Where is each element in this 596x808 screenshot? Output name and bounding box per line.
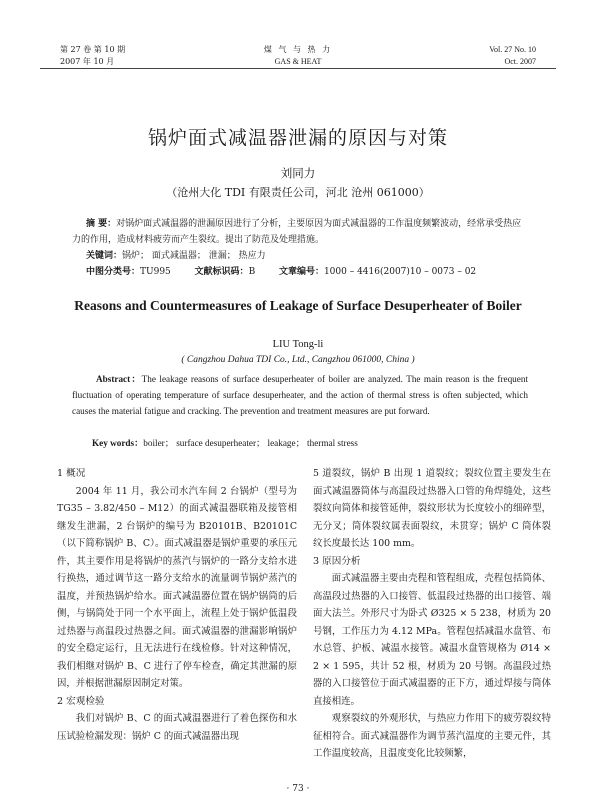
author-cn: 刘同力: [280, 166, 316, 180]
section-heading-3: 3 原因分析: [313, 555, 361, 567]
title-en: Reasons and Countermeasures of Leakage of Surface Desuperheater of Boiler: [74, 298, 522, 313]
keywords-en: [92, 435, 532, 449]
header-volume-en: Vol. 27 No. 10: [489, 45, 536, 54]
keywords-en-label: Key words：: [92, 438, 144, 448]
section-2-paragraph-continued: 5 道裂纹，锅炉 B 出现 1 道裂纹；裂纹位置主要发生在面式减温器筒体与高温段过热器入口管的角焊缝处，这些裂纹向筒体和接管延伸，裂纹形状为长度较小的细碎型，无分叉；筒体裂纹属表面裂纹，未贯穿；锅炉 C 筒体裂纹长度最长达 100 mm。: [313, 468, 551, 549]
abstract-cn: [72, 216, 527, 248]
title-cn: 锅炉面式减温器泄漏的原因与对策: [147, 127, 448, 149]
keywords-cn: [86, 248, 541, 264]
article-number-value: 1000 – 4416(2007)10 – 0073 – 02: [323, 267, 477, 277]
abstract-en-label: Abstract：: [96, 374, 142, 384]
page-number: · 73 ·: [286, 784, 310, 794]
author-en: LIU Tong-li: [272, 339, 324, 350]
abstract-cn-text: 对锅炉面式减温器的泄漏原因进行了分析，主要原因为面式减温器的工作温度频繁波动，经常承受热应力的作用，造成材料疲劳而产生裂纹。提出了防范及处理措施。: [72, 219, 522, 245]
abstract-en: [72, 371, 528, 419]
keywords-en-text: boiler； surface desuperheater； leakage； thermal stress: [143, 438, 358, 448]
section-heading-2: 2 宏观检验: [57, 695, 105, 707]
clc-label: 中图分类号：: [86, 267, 141, 277]
section-2-paragraph: 我们对锅炉 B、C 的面式减温器进行了着色探伤和水压试验检漏发现：锅炉 C 的面式减温器出现: [57, 713, 297, 742]
affiliation-cn: （沧州大化 TDI 有限责任公司，河北 沧州 061000）: [166, 186, 430, 199]
body-column-right: [313, 465, 551, 763]
article-number-label: 文章编号：: [278, 267, 324, 277]
section-3-paragraph-1: 面式减温器主要由壳程和管程组成，壳程包括筒体、高温段过热器的入口接管、低温段过热器的出口接管、端面大法兰。外形尺寸为卧式 Ø325 × 5 238，材质为 20 号钢，工作压力为 4.12 MPa。管程包括减温水盘管、布水总管、护板、减温水接管。减温水盘管规格为 Ø14 × 2 × 1 595，共计 52 根，材质为 20 号钢。高温段过热器的入口接管位于面式减温器的正下方，通过焊接与筒体直接相连。: [313, 573, 551, 707]
header-divider: [40, 68, 556, 69]
abstract-cn-label: 摘 要：: [86, 219, 117, 229]
clc-value: TU995: [140, 267, 171, 277]
section-heading-1: 1 概况: [57, 468, 86, 479]
header-date-cn: 2007 年 10 月: [60, 57, 115, 66]
header-journal-en: GAS & HEAT: [274, 57, 322, 66]
header-date-en: Oct. 2007: [504, 57, 536, 66]
affiliation-en: ( Cangzhou Dahua TDI Co., Ltd., Cangzhou 061000, China ): [181, 355, 415, 365]
doc-code-label: 文献标识码：: [194, 267, 249, 277]
classification-line: [86, 264, 546, 280]
section-3-paragraph-2: 观察裂纹的外观形状，与热应力作用下的疲劳裂纹特征相符合。面式减温器作为调节蒸汽温度的主要元件，其工作温度较高，且温度变化比较频繁，: [313, 713, 551, 759]
header-volume-cn: 第 27 卷 第 10 期: [60, 45, 126, 54]
doc-code-value: B: [248, 267, 256, 277]
body-column-left: [57, 465, 297, 745]
section-1-paragraph: 2004 年 11 月，我公司水汽车间 2 台锅炉（型号为 TG35 – 3.82/450 – M12）的面式减温器联箱及接管相继发生泄漏，2 台锅炉的编号为 B20101B、B20101C（以下简称锅炉 B、C）。面式减温器是锅炉重要的承压元件，其主要作用是将锅炉的蒸汽与锅炉的一路分支给水进行换热，通过调节这一路分支给水的流量调节锅炉蒸汽的温度，并预热锅炉给水。面式减温器位置在锅炉锅筒的后侧，与锅筒处于同一个水平面上，流程上处于锅炉低温段过热器与高温段过热器之间。面式减温器的泄漏影响锅炉的安全稳定运行，且无法进行在线检修。针对这种情况，我们相继对锅炉 B、C 进行了停车检查，确定其泄漏的原因，并根据泄漏原因制定对策。: [57, 485, 297, 689]
header-journal-cn: 煤 气 与 热 力: [263, 45, 333, 54]
keywords-cn-text: 锅炉； 面式减温器； 泄漏； 热应力: [122, 251, 266, 261]
keywords-cn-label: 关键词：: [86, 251, 123, 261]
abstract-en-text: The leakage reasons of surface desuperheater of boiler are analyzed. The main reason is the frequent fluctuation of operating temperature of surface desuperheater, and the action of thermal stress is often subjected, which causes the material fatigue and cracking. The prevention and treatment measures are put forward.: [72, 374, 528, 416]
